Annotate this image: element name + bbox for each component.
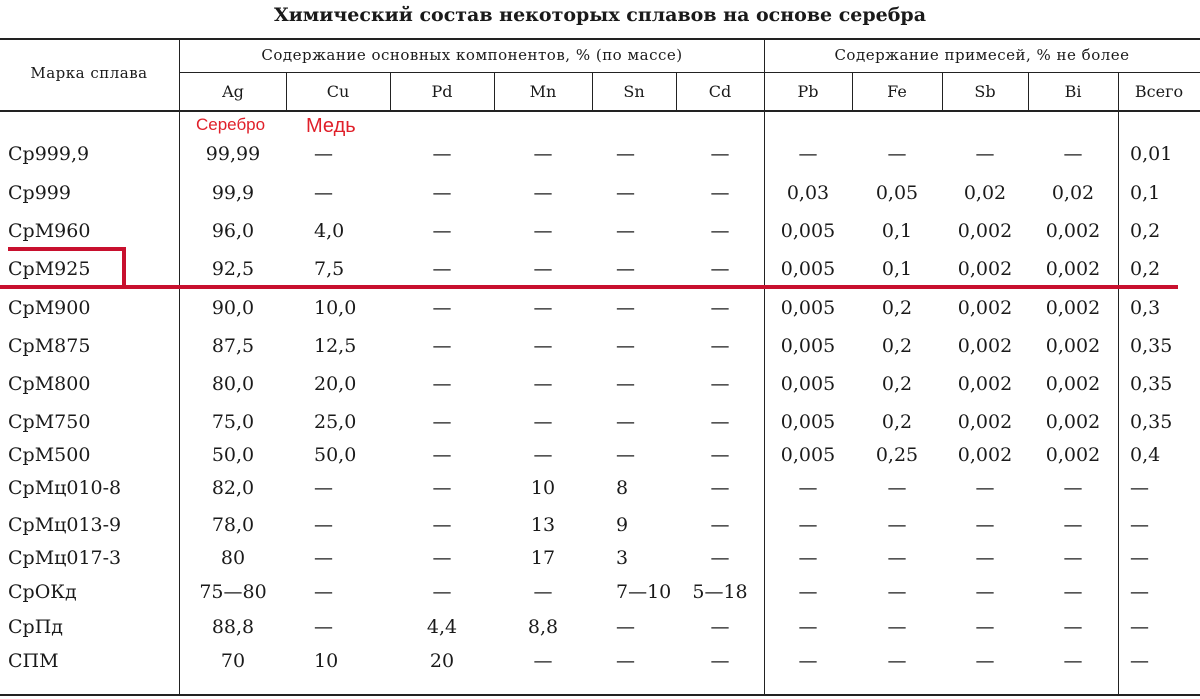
bi-cell: — (1063, 477, 1083, 499)
total-cell: 0,3 (1130, 297, 1161, 319)
impurities-header: Содержание примесей, % не более (834, 46, 1130, 64)
ag-cell: 80,0 (211, 373, 255, 395)
cd-cell: — (710, 182, 730, 204)
ag-cell: 96,0 (211, 220, 255, 242)
cu-cell: — (314, 581, 333, 603)
mn-cell: — (533, 182, 553, 204)
table-row (0, 609, 1200, 646)
bi-cell: 0,02 (1051, 182, 1095, 204)
mn-cell: — (533, 297, 553, 319)
fe-cell: — (887, 477, 907, 499)
sn-cell: 3 (616, 547, 629, 569)
subheader-rule-impurity (764, 72, 1200, 73)
sn-cell: — (616, 444, 635, 466)
sn-cell: — (616, 143, 635, 165)
sb-cell: 0,002 (957, 297, 1013, 319)
bi-cell: 0,002 (1045, 335, 1101, 357)
total-cell: — (1130, 547, 1149, 569)
pd-cell: — (432, 514, 452, 536)
sn-cell: — (616, 220, 635, 242)
col-header-pb: Pb (797, 82, 819, 101)
cd-cell: — (710, 477, 730, 499)
fe-cell: 0,2 (881, 297, 913, 319)
grade-cell: СрМц013-9 (8, 514, 122, 536)
pd-cell: — (432, 182, 452, 204)
fe-cell: 0,1 (881, 220, 913, 242)
sb-cell: — (975, 547, 995, 569)
sb-cell: 0,002 (957, 373, 1013, 395)
col-header-cu: Cu (326, 82, 350, 101)
table-row (0, 540, 1200, 577)
cd-cell: 5—18 (692, 581, 748, 603)
sb-cell: 0,002 (957, 220, 1013, 242)
grade-cell: Ср999,9 (8, 143, 90, 165)
ag-cell: 75—80 (199, 581, 267, 603)
pb-cell: — (798, 581, 818, 603)
pb-cell: 0,005 (780, 444, 836, 466)
table-row (0, 213, 1200, 250)
pd-cell: — (432, 258, 452, 280)
fe-cell: 0,05 (875, 182, 919, 204)
main-components-header: Содержание основных компонентов, % (по массе) (261, 46, 683, 64)
sn-cell: 9 (616, 514, 629, 536)
bi-cell: — (1063, 650, 1083, 672)
pd-cell: — (432, 335, 452, 357)
cd-cell: — (710, 616, 730, 638)
table-row (0, 643, 1200, 680)
mn-cell: — (533, 143, 553, 165)
fe-cell: — (887, 650, 907, 672)
total-cell: — (1130, 616, 1149, 638)
pb-cell: — (798, 616, 818, 638)
pd-cell: — (432, 143, 452, 165)
sn-cell: 7—10 (616, 581, 672, 603)
fe-cell: — (887, 143, 907, 165)
bi-cell: 0,002 (1045, 444, 1101, 466)
bi-cell: — (1063, 616, 1083, 638)
ag-cell: 99,9 (211, 182, 255, 204)
col-header-pd: Pd (431, 82, 453, 101)
cu-cell: — (314, 182, 333, 204)
cu-cell: 10,0 (314, 297, 357, 319)
mn-cell: 13 (530, 514, 556, 536)
highlight-bottom-line (0, 285, 1178, 289)
sb-cell: 0,02 (963, 182, 1007, 204)
cd-cell: — (710, 411, 730, 433)
mn-cell: — (533, 335, 553, 357)
fe-cell: 0,1 (881, 258, 913, 280)
total-cell: — (1130, 514, 1149, 536)
grade-cell: СрПд (8, 616, 63, 638)
sb-cell: — (975, 514, 995, 536)
sb-cell: 0,002 (957, 444, 1013, 466)
grade-cell: СрМ960 (8, 220, 91, 242)
highlight-bracket-right (122, 247, 126, 287)
cd-cell: — (710, 373, 730, 395)
cd-cell: — (710, 335, 730, 357)
sn-cell: — (616, 297, 635, 319)
fe-cell: — (887, 547, 907, 569)
table-title: Химический состав некоторых сплавов на основе серебра (273, 4, 927, 26)
pd-cell: — (432, 297, 452, 319)
mn-cell: — (533, 650, 553, 672)
header-top-rule (0, 38, 1200, 40)
pb-cell: 0,005 (780, 297, 836, 319)
sb-cell: — (975, 143, 995, 165)
total-cell: 0,35 (1130, 335, 1173, 357)
table-row (0, 470, 1200, 507)
ag-cell: 82,0 (211, 477, 255, 499)
table-row (0, 328, 1200, 365)
table-row (0, 574, 1200, 611)
col-header-cd: Cd (708, 82, 732, 101)
grade-cell: СрМц017-3 (8, 547, 122, 569)
cu-cell: — (314, 547, 333, 569)
cd-cell: — (710, 514, 730, 536)
pb-cell: 0,03 (786, 182, 830, 204)
col-header-sb: Sb (974, 82, 996, 101)
grade-cell: СрМ750 (8, 411, 91, 433)
cd-cell: — (710, 258, 730, 280)
cd-cell: — (710, 547, 730, 569)
cu-cell: — (314, 514, 333, 536)
bi-cell: 0,002 (1045, 258, 1101, 280)
cu-cell: — (314, 477, 333, 499)
mn-cell: 17 (530, 547, 556, 569)
cu-cell: 50,0 (314, 444, 357, 466)
table-row (0, 507, 1200, 544)
highlight-top-line (8, 247, 126, 251)
mn-cell: — (533, 581, 553, 603)
sb-cell: — (975, 650, 995, 672)
bi-cell: — (1063, 514, 1083, 536)
grade-header: Марка сплава (30, 64, 148, 82)
fe-cell: 0,2 (881, 373, 913, 395)
ag-cell: 70 (220, 650, 246, 672)
ag-cell: 88,8 (211, 616, 255, 638)
total-cell: 0,2 (1130, 220, 1161, 242)
grade-cell: СрМ900 (8, 297, 91, 319)
total-cell: — (1130, 477, 1149, 499)
grade-cell: Ср999 (8, 182, 71, 204)
cu-cell: 4,0 (314, 220, 345, 242)
sb-cell: 0,002 (957, 335, 1013, 357)
bi-cell: 0,002 (1045, 373, 1101, 395)
pd-cell: — (432, 444, 452, 466)
table-bottom-rule (0, 694, 1200, 696)
fe-cell: — (887, 514, 907, 536)
pd-cell: — (432, 220, 452, 242)
pb-cell: — (798, 477, 818, 499)
cu-cell: 12,5 (314, 335, 357, 357)
pd-cell: — (432, 411, 452, 433)
sn-cell: — (616, 182, 635, 204)
col-header-mn: Mn (529, 82, 557, 101)
total-cell: 0,01 (1130, 143, 1173, 165)
ag-cell: 90,0 (211, 297, 255, 319)
sn-cell: — (616, 258, 635, 280)
pd-cell: — (432, 477, 452, 499)
mn-cell: — (533, 373, 553, 395)
pb-cell: 0,005 (780, 258, 836, 280)
pb-cell: — (798, 514, 818, 536)
bi-cell: 0,002 (1045, 220, 1101, 242)
sn-cell: — (616, 335, 635, 357)
pb-cell: — (798, 650, 818, 672)
grade-cell: СПМ (8, 650, 59, 672)
table-row (0, 251, 1200, 288)
annotation-silver: Серебро (196, 115, 266, 134)
grade-cell: СрМ800 (8, 373, 91, 395)
sb-cell: 0,002 (957, 258, 1013, 280)
cu-cell: — (314, 616, 333, 638)
cu-cell: 7,5 (314, 258, 345, 280)
fe-cell: — (887, 616, 907, 638)
bi-cell: — (1063, 547, 1083, 569)
sb-cell: — (975, 616, 995, 638)
cu-cell: 10 (314, 650, 339, 672)
ag-cell: 87,5 (211, 335, 255, 357)
bi-cell: — (1063, 581, 1083, 603)
pb-cell: — (798, 143, 818, 165)
pb-cell: 0,005 (780, 335, 836, 357)
pb-cell: 0,005 (780, 220, 836, 242)
cu-cell: 20,0 (314, 373, 357, 395)
mn-cell: — (533, 258, 553, 280)
cu-cell: 25,0 (314, 411, 357, 433)
pd-cell: — (432, 547, 452, 569)
total-cell: — (1130, 650, 1149, 672)
col-header-ag: Ag (222, 82, 244, 101)
fe-cell: 0,25 (875, 444, 919, 466)
pb-cell: 0,005 (780, 411, 836, 433)
col-header-total: Всего (1134, 82, 1184, 101)
annotation-copper: Медь (306, 115, 356, 137)
col-header-sn: Sn (623, 82, 645, 101)
header-bottom-rule (0, 110, 1200, 112)
mn-cell: — (533, 411, 553, 433)
grade-cell: СрМ875 (8, 335, 91, 357)
bi-cell: 0,002 (1045, 411, 1101, 433)
fe-cell: — (887, 581, 907, 603)
sb-cell: 0,002 (957, 411, 1013, 433)
table-row (0, 437, 1200, 474)
total-cell: 0,35 (1130, 411, 1173, 433)
mn-cell: 10 (530, 477, 556, 499)
ag-cell: 92,5 (211, 258, 255, 280)
ag-cell: 80 (220, 547, 246, 569)
sn-cell: — (616, 373, 635, 395)
total-cell: — (1130, 581, 1149, 603)
pd-cell: — (432, 373, 452, 395)
cd-cell: — (710, 444, 730, 466)
fe-cell: 0,2 (881, 335, 913, 357)
table-row (0, 404, 1200, 441)
col-header-fe: Fe (887, 82, 907, 101)
cd-cell: — (710, 650, 730, 672)
pd-cell: 20 (429, 650, 455, 672)
col-header-bi: Bi (1064, 82, 1082, 101)
total-cell: 0,1 (1130, 182, 1161, 204)
grade-cell: СрМ925 (8, 258, 91, 280)
pd-cell: — (432, 581, 452, 603)
ag-cell: 75,0 (211, 411, 255, 433)
mn-cell: — (533, 220, 553, 242)
grade-cell: СрМц010-8 (8, 477, 122, 499)
mn-cell: 8,8 (527, 616, 559, 638)
cd-cell: — (710, 143, 730, 165)
bi-cell: — (1063, 143, 1083, 165)
sn-cell: — (616, 411, 635, 433)
mn-cell: — (533, 444, 553, 466)
cd-cell: — (710, 297, 730, 319)
ag-cell: 78,0 (211, 514, 255, 536)
sn-cell: — (616, 650, 635, 672)
sn-cell: — (616, 616, 635, 638)
sb-cell: — (975, 477, 995, 499)
grade-cell: СрОКд (8, 581, 77, 603)
ag-cell: 99,99 (205, 143, 261, 165)
total-cell: 0,4 (1130, 444, 1161, 466)
pd-cell: 4,4 (426, 616, 458, 638)
total-cell: 0,35 (1130, 373, 1173, 395)
pb-cell: — (798, 547, 818, 569)
table-row (0, 366, 1200, 403)
bi-cell: 0,002 (1045, 297, 1101, 319)
table-row (0, 175, 1200, 212)
ag-cell: 50,0 (211, 444, 255, 466)
table-row (0, 290, 1200, 327)
pb-cell: 0,005 (780, 373, 836, 395)
cd-cell: — (710, 220, 730, 242)
table-row (0, 136, 1200, 173)
fe-cell: 0,2 (881, 411, 913, 433)
sn-cell: 8 (616, 477, 629, 499)
cu-cell: — (314, 143, 333, 165)
total-cell: 0,2 (1130, 258, 1161, 280)
sb-cell: — (975, 581, 995, 603)
grade-cell: СрМ500 (8, 444, 91, 466)
